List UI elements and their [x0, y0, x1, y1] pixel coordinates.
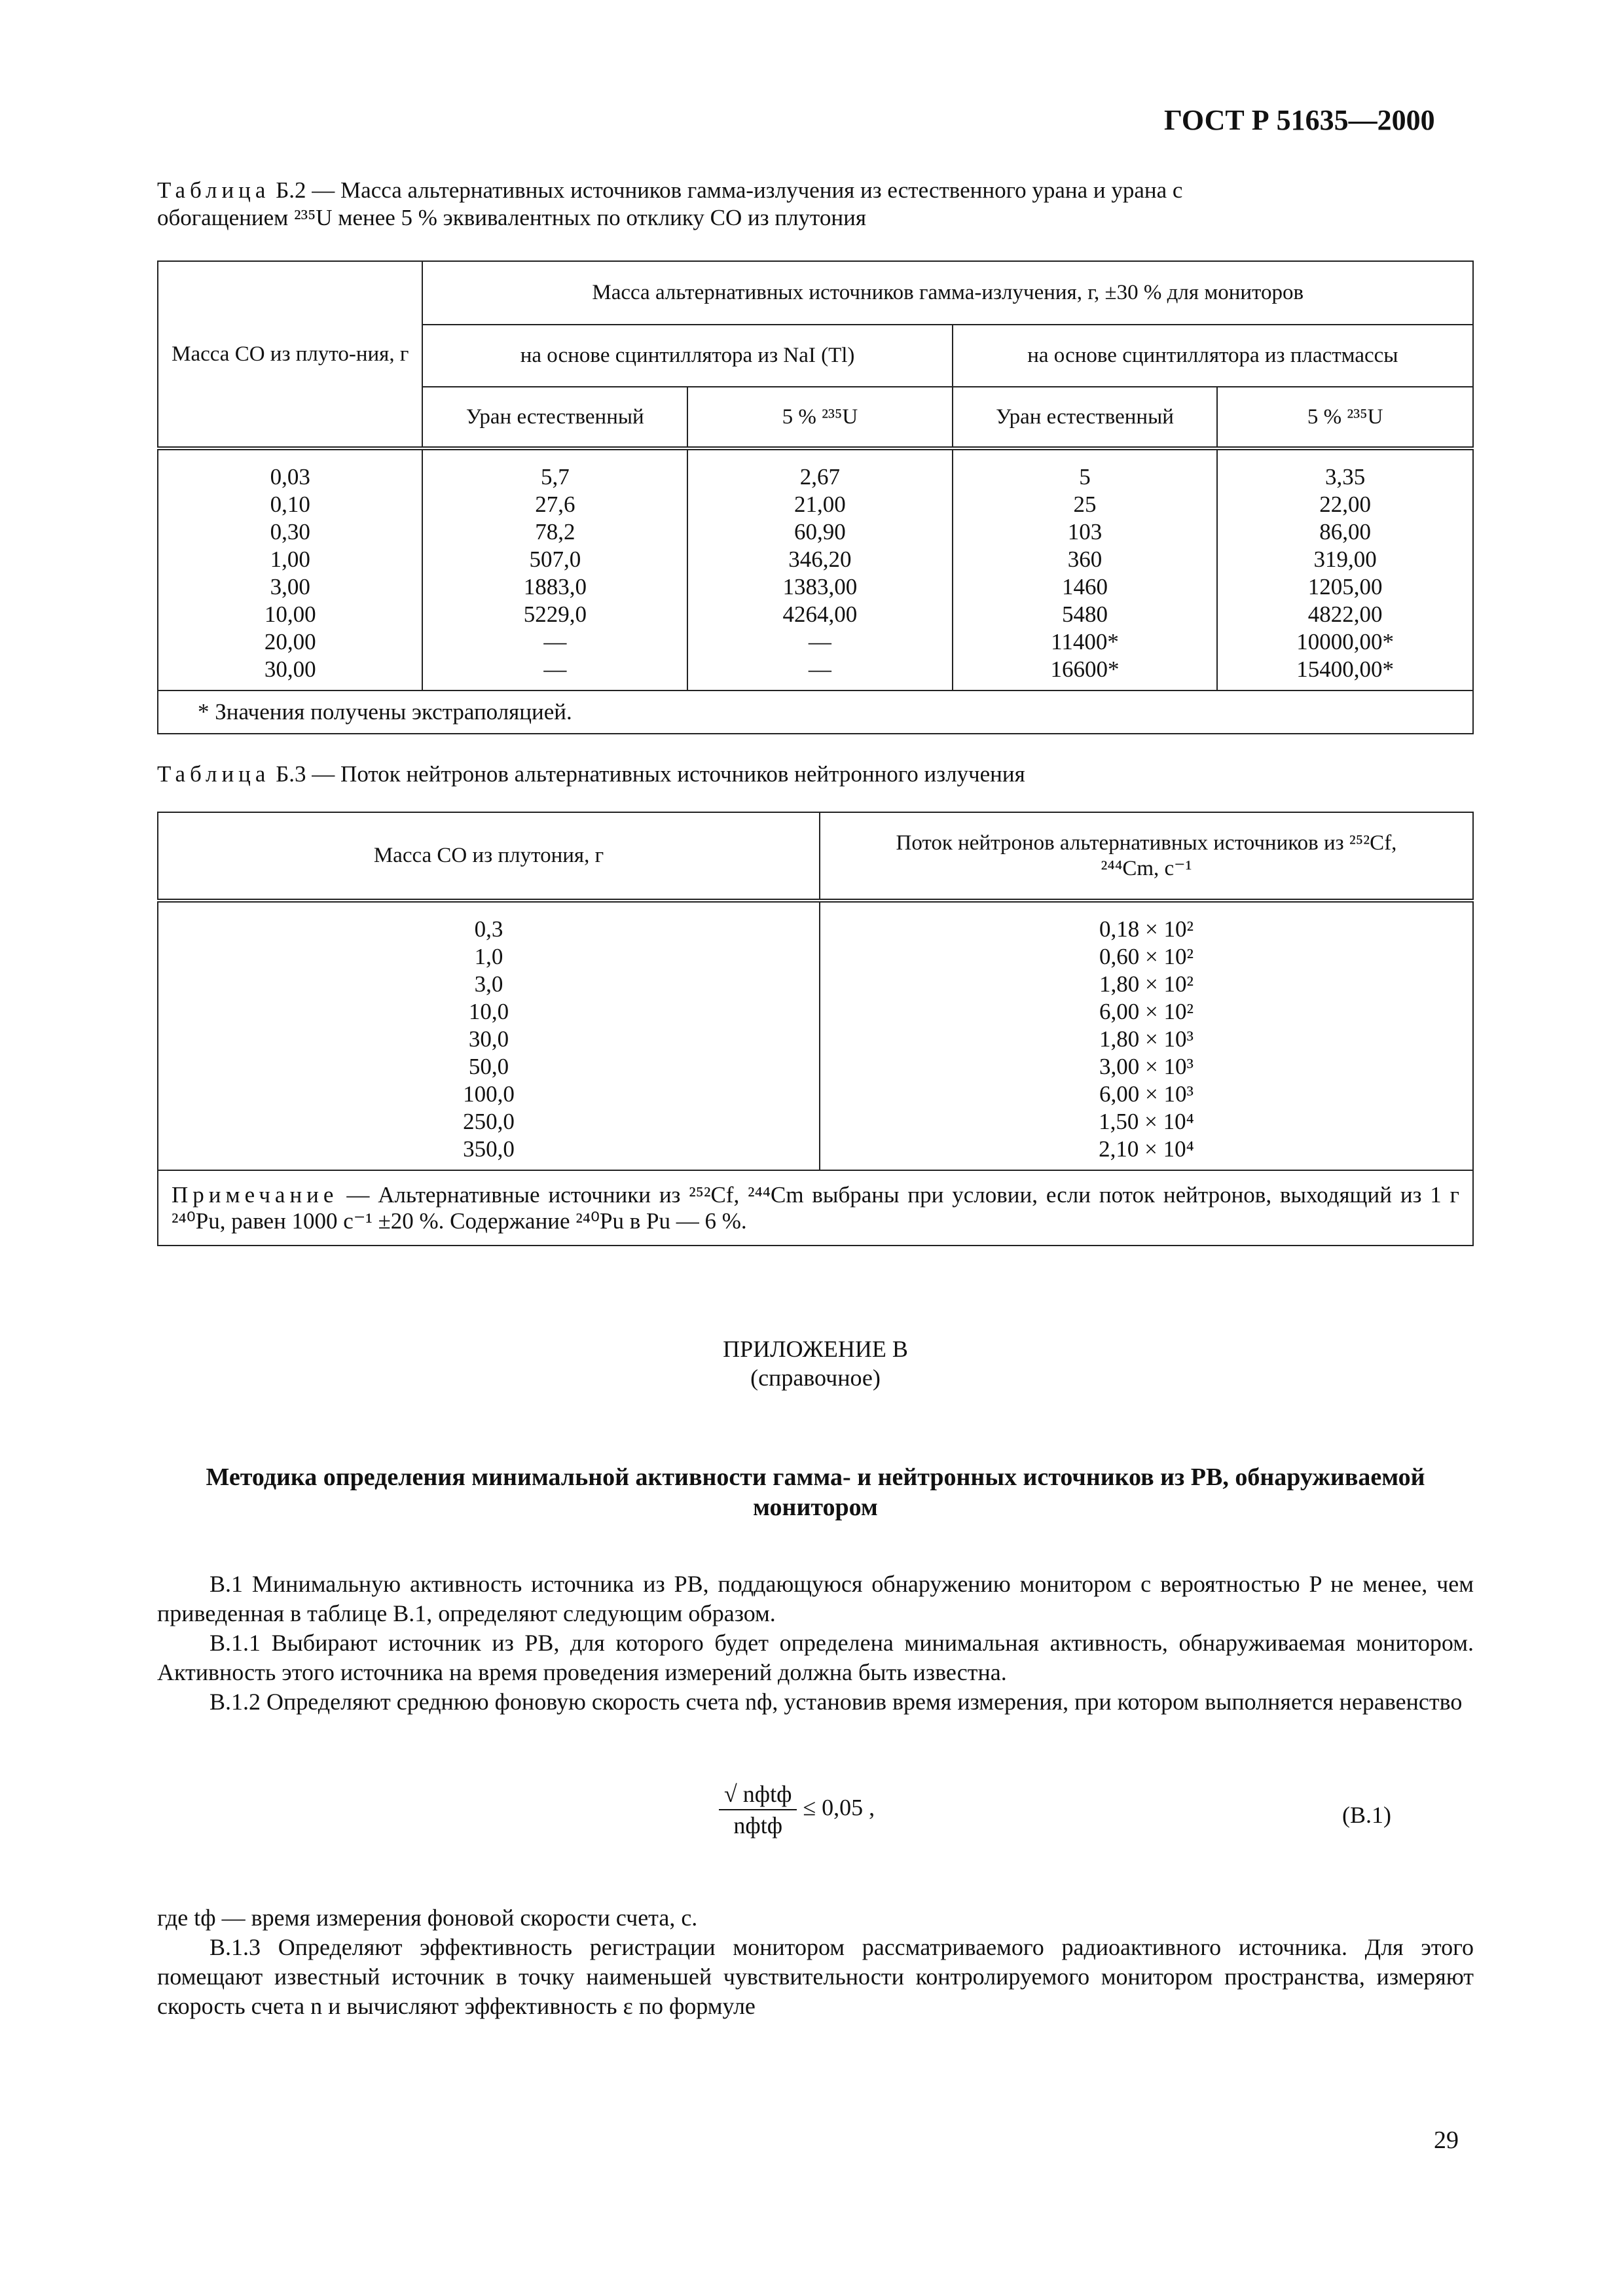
table-b2-cell-plastic-5pct: 3,35 — [1325, 464, 1366, 490]
table-b2-cell-plastic-5pct: 4822,00 — [1307, 601, 1383, 627]
table-b3-cell-mass: 250,0 — [463, 1109, 515, 1134]
table-b3-cell-mass: 0,3 — [474, 916, 503, 942]
table-b3-cell-mass: 3,0 — [474, 971, 503, 997]
table-b2-subgroup-nai: на основе сцинтиллятора из NaI (Tl) — [422, 325, 952, 387]
table-b2-cell-plastic-natural: 360 — [1067, 547, 1103, 572]
table-b3-cell-mass: 350,0 — [463, 1136, 515, 1162]
formula-relation: ≤ 0,05 , — [803, 1794, 875, 1821]
table-b2-footnote: * Значения получены экстраполяцией. — [158, 691, 1473, 734]
table-b2-sub-5pct-nai: 5 % ²³⁵U — [687, 387, 953, 448]
table-b3-cell-flux: 1,80 × 10³ — [1099, 1026, 1194, 1052]
table-b3-cell-flux: 1,80 × 10² — [1099, 971, 1194, 997]
table-b2-cell-nai-5pct: 346,20 — [788, 547, 852, 572]
table-b2-cell-mass: 0,30 — [270, 519, 310, 545]
table-b2-column-mass — [158, 448, 422, 691]
table-b3-note-text: — Альтернативные источники из ²⁵²Cf, ²⁴⁴Cm выбраны при условии, если поток нейтронов, выходящий из 1 г ²⁴⁰Pu, равен 1000 с⁻¹ ±20 %. Содержание ²⁴⁰Pu в Pu — 6 %. — [172, 1181, 1459, 1234]
table-b2-cell-nai-5pct: 60,90 — [794, 519, 846, 545]
table-b3-flux-header-line1: Поток нейтронов альтернативных источников из ²⁵²Cf, — [896, 831, 1397, 855]
table-b2-cell-nai-natural: 27,6 — [535, 492, 575, 517]
table-b2-cell-plastic-natural: 103 — [1067, 519, 1103, 545]
formula-denominator: nфtф — [733, 1812, 783, 1839]
table-b3-cell-flux: 3,00 × 10³ — [1099, 1054, 1194, 1079]
table-b3-mass-header: Масса СО из плутония, г — [158, 812, 820, 901]
table-b2-cell-plastic-5pct: 22,00 — [1319, 492, 1372, 517]
table-b3-cell-mass: 100,0 — [463, 1081, 515, 1107]
table-b2-sub-5pct-plastic: 5 % ²³⁵U — [1217, 387, 1473, 448]
table-b2-cell-nai-natural: — — [543, 629, 567, 655]
table-b2-group-header: Масса альтернативных источников гамма-излучения, г, ±30 % для мониторов — [422, 261, 1473, 325]
table-b2-caption-line1: Б.2 — Масса альтернативных источников гамма-излучения из естественного урана и урана с — [276, 177, 1183, 203]
table-b2-cell-nai-natural: 5229,0 — [523, 601, 587, 627]
appendix-title: Методика определения минимальной активности гамма- и нейтронных источников из РВ, обнаруживаемой монитором — [206, 1463, 1425, 1521]
table-b2-cell-plastic-5pct: 15400,00* — [1296, 656, 1395, 682]
table-b3-column-mass — [158, 901, 820, 1170]
formula-b1 — [719, 1779, 875, 1841]
table-b2-cell-nai-5pct: 2,67 — [799, 464, 841, 490]
table-b2-cell-nai-natural: 5,7 — [540, 464, 570, 490]
table-b3-cell-flux: 6,00 × 10² — [1099, 999, 1194, 1024]
table-b3-note-label: Примечание — [172, 1181, 338, 1208]
table-b2-cell-nai-natural: 78,2 — [535, 519, 575, 545]
table-b2-column-plastic-natural — [953, 448, 1218, 691]
page-number: 29 — [1434, 2126, 1459, 2154]
appendix-type: (справочное) — [750, 1365, 881, 1391]
table-b3-cell-flux: 1,50 × 10⁴ — [1099, 1109, 1194, 1134]
table-b3-cell-mass: 30,0 — [468, 1026, 509, 1052]
table-b3-cell-flux: 0,60 × 10² — [1099, 944, 1194, 969]
table-b2-cell-mass: 10,00 — [264, 601, 316, 627]
table-b3-caption — [157, 761, 1473, 788]
paragraph-b1: В.1 Минимальную активность источника из РВ, поддающуюся обнаружению монитором с вероятностью P не менее, чем приведенная в таблице В.1, определяют следующим образом. — [157, 1571, 1474, 1626]
table-b2-cell-plastic-5pct: 86,00 — [1319, 519, 1372, 545]
table-b3-cell-flux: 2,10 × 10⁴ — [1099, 1136, 1194, 1162]
table-b2-column-plastic-5pct — [1217, 448, 1473, 691]
formula-numerator: √ nфtф — [719, 1779, 797, 1810]
table-b2-cell-plastic-natural: 5 — [1079, 464, 1091, 490]
table-b2-cell-nai-5pct: 1383,00 — [782, 574, 858, 600]
table-b2-cell-nai-5pct: 4264,00 — [782, 601, 858, 627]
table-b2-cell-plastic-5pct: 10000,00* — [1296, 629, 1395, 655]
table-b2-cell-mass: 0,03 — [270, 464, 310, 490]
table-b3-note — [158, 1170, 1473, 1246]
table-b3-cell-flux: 0,18 × 10² — [1099, 916, 1194, 942]
table-b2-sub-natural-nai: Уран естественный — [422, 387, 687, 448]
table-b2-mass-header: Масса СО из плуто-ния, г — [158, 261, 422, 448]
table-b2-cell-plastic-natural: 5480 — [1062, 601, 1108, 627]
table-b2-cell-nai-5pct: — — [808, 656, 831, 682]
table-b3-cell-mass: 50,0 — [468, 1054, 509, 1079]
paragraph-b1-2: В.1.2 Определяют среднюю фоновую скорость счета nф, установив время измерения, при котором выполняется неравенство — [210, 1689, 1463, 1715]
table-b2-cell-nai-natural: 507,0 — [529, 547, 581, 572]
table-b2-cell-nai-natural: — — [543, 656, 567, 682]
table-b3-caption-text: Б.3 — Поток нейтронов альтернативных источников нейтронного излучения — [276, 761, 1025, 787]
table-b2-column-nai-5pct — [687, 448, 953, 691]
paragraph-b1-3: В.1.3 Определяют эффективность регистрации монитором рассматриваемого радиоактивного источника. Для этого помещают известный источник в точку наименьшей чувствительности контролируемого монитором пространства, измеряют скорость счета n и вычисляют эффективность ε по формуле — [157, 1934, 1474, 2019]
table-b2-cell-nai-5pct: 21,00 — [794, 492, 846, 517]
table-b3-cell-flux: 6,00 × 10³ — [1099, 1081, 1194, 1107]
paragraph-where: где tф — время измерения фоновой скорости счета, с. — [157, 1905, 698, 1931]
table-b2-cell-mass: 30,00 — [264, 656, 316, 682]
table-b2-cell-mass: 1,00 — [270, 547, 310, 572]
table-b2-cell-plastic-natural: 25 — [1073, 492, 1097, 517]
table-b3-column-flux — [820, 901, 1473, 1170]
table-b2-cell-plastic-natural: 16600* — [1050, 656, 1120, 682]
table-b2-subgroup-plastic: на основе сцинтиллятора из пластмассы — [953, 325, 1473, 387]
table-b2-cell-mass: 3,00 — [270, 574, 310, 600]
formula-number: (В.1) — [1342, 1802, 1391, 1828]
table-b2-column-nai-natural — [422, 448, 687, 691]
table-b2-cell-mass: 0,10 — [270, 492, 310, 517]
formula-fraction — [719, 1779, 797, 1841]
table-b2-caption-label: Таблица — [157, 177, 270, 203]
table-b3-cell-mass: 10,0 — [468, 999, 509, 1024]
table-b2-sub-natural-plastic: Уран естественный — [953, 387, 1218, 448]
table-b3 — [157, 812, 1474, 1246]
table-b3-caption-label: Таблица — [157, 761, 270, 787]
table-b2-caption — [157, 177, 1473, 232]
table-b2-cell-plastic-5pct: 319,00 — [1313, 547, 1377, 572]
paragraph-b1-1: В.1.1 Выбирают источник из РВ, для которого будет определена минимальная активность, обнаруживаемая монитором. Активность этого источника на время проведения измерений должна быть известна. — [157, 1630, 1474, 1685]
table-b3-flux-header — [820, 812, 1473, 901]
table-b2-cell-plastic-5pct: 1205,00 — [1307, 574, 1383, 600]
table-b2 — [157, 260, 1474, 734]
table-b3-cell-mass: 1,0 — [474, 944, 503, 969]
document-header: ГОСТ Р 51635—2000 — [1164, 104, 1435, 136]
table-b2-cell-nai-natural: 1883,0 — [523, 574, 587, 600]
table-b2-cell-mass: 20,00 — [264, 629, 316, 655]
table-b2-caption-line2: обогащением ²³⁵U менее 5 % эквивалентных по отклику СО из плутония — [157, 205, 866, 230]
table-b2-cell-plastic-natural: 1460 — [1062, 574, 1108, 600]
table-b2-cell-plastic-natural: 11400* — [1051, 629, 1119, 655]
table-b3-flux-header-line2: ²⁴⁴Cm, с⁻¹ — [1101, 856, 1192, 880]
table-b2-cell-nai-5pct: — — [808, 629, 831, 655]
appendix-label: ПРИЛОЖЕНИЕ В — [723, 1336, 908, 1362]
